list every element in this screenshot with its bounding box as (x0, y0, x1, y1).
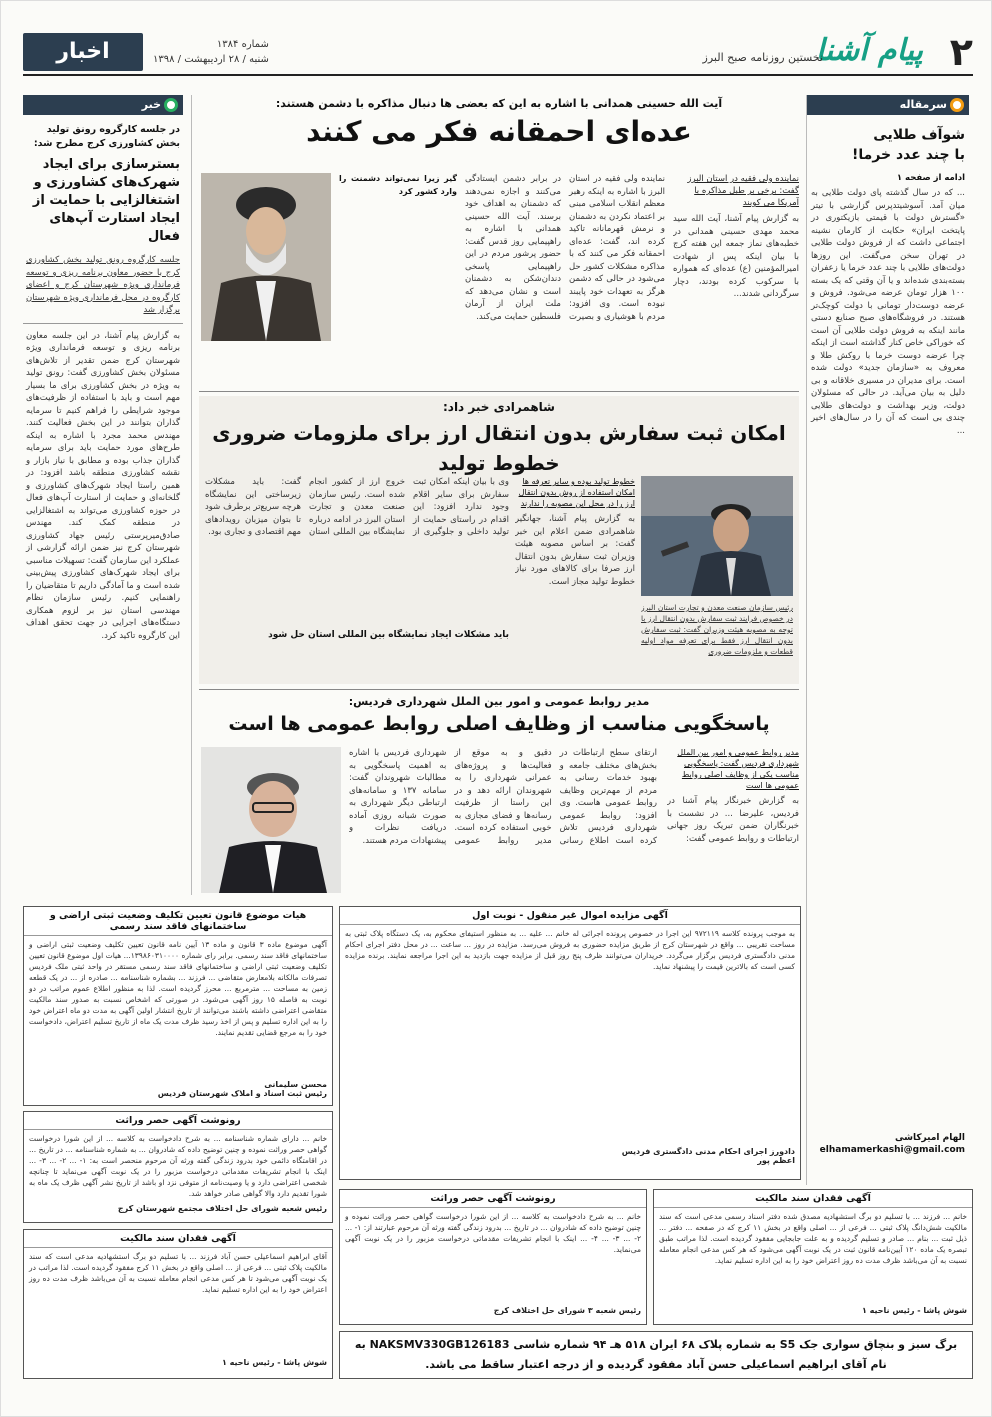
story-three (199, 693, 799, 897)
story2-byline: به گزارش پیام آشنا، جهانگیر شاهمرادی ضمن اعلام این خبر گفت: بر اساس مصوبه هیئت وزیران ثبت سفارش بدون انتقال ارز صرفا برای کالاهای مورد نیاز خطوط تولید مجاز است. (515, 514, 635, 587)
notice-lost-vehicle-docs (339, 1331, 973, 1379)
notice-title: آگهی مزایده اموال غیر منقول - نوبت اول (340, 907, 800, 925)
news-lead: جلسه کارگروه رونق تولید بخش کشاورزی کرج با حضور معاون برنامه ریزی و توسعه فرمانداری ویژه شهرستان کرج و اعضای کارگروه در محل فرمانداری ویژه شهرستان برگزار شد (23, 248, 183, 324)
issue-date: شنبه / ۲۸ اردیبهشت / ۱۳۹۸ (153, 54, 269, 65)
section-label: اخبار (23, 33, 143, 71)
notice-auction (339, 906, 801, 1180)
story2-photo (641, 476, 793, 596)
story3-kicker: مدیر روابط عمومی و امور بین الملل شهرداری فردیس: (348, 695, 650, 708)
lead-story (199, 95, 799, 387)
tagline: نخستین روزنامه صبح البرز (702, 51, 823, 64)
editorial-body (807, 187, 969, 1127)
lead-photo-caption-text: گیر زیرا نمی‌تواند دشمنت را وارد کشور کرد (339, 174, 457, 196)
notice-signature: شوش پاشا - رئیس ناحیه ۱ (221, 1358, 327, 1367)
story3-photo (201, 747, 341, 893)
notice-lost-deed-2 (23, 1229, 333, 1379)
news-header-label: خبر (141, 98, 161, 111)
news-icon (164, 98, 178, 112)
notice-signature: دادورز اجرای احکام مدنی دادگستری فردیس اعظم پور (621, 1147, 795, 1165)
story2-kicker: شاهمرادی خبر داد: (442, 400, 555, 414)
story3-byline: به گزارش خبرنگار پیام آشنا در فردیس، علیرضا ... در نشست با خبرنگاران ضمن تبریک روز جهانی ارتباطات و روابط عمومی گفت: (667, 796, 799, 844)
story2-subhead: باید مشکلات ایجاد نمایشگاه بین المللی استان حل شود (268, 630, 509, 640)
editorial-email: elhamamerkashi@gmail.com (819, 1145, 965, 1155)
story2-photo-caption: رئیس سازمان صنعت معدن و تجارت استان البرز در خصوص فرایند ثبت سفارش بدون انتقال ارز با توجه به مصوبه هیئت وزیران گفت: ثبت سفارش بدون انتقال ارز فقط برای تعرفه مواد اولیه قطعات و ملزومات ضروری (641, 603, 793, 656)
notice-title: آگهی فقدان سند مالکیت (654, 1190, 972, 1208)
notice-title: رونوشت آگهی حصر وراثت (340, 1190, 646, 1208)
notice-text: به موجب پرونده کلاسه ۹۷۲۱۱۹ این اجرا در خصوص پرونده اجرائی له خانم ... علیه ... به منظور استیفای محکوم به، یک دستگاه پلاک ثبتی به مساحت تقریبی ... واقع در شهرستان کرج از طریق مزایده حضوری به فروش می‌رسد. مزایده در روز ... ساعت ... در محل دفتر اجرای احکام مدنی دادگستری فردیس برگزار می‌گردد. خریداران می‌توانند ظرف پنج روز قبل از مزایده جهت بازدید به این اجرا مراجعه نمایند. برنده مزایده کسی است که بالاترین قیمت را پیشنهاد نماید. (345, 929, 795, 971)
issue-meta (153, 37, 269, 67)
newspaper-logo: پیام آشنا (815, 33, 923, 68)
cleric-portrait (201, 173, 331, 341)
lead-photo-caption (339, 173, 457, 383)
news-kicker: در جلسه کارگروه رونق تولید بخش کشاورزی کرج مطرح شد: (33, 124, 180, 149)
notice-text: آگهی موضوع ماده ۳ قانون و ماده ۱۳ آیین نامه قانون تعیین تکلیف وضعیت ثبتی اراضی و ساختمانهای فاقد سند رسمی. برابر رای شماره ۱۳۹۸۶۰۳۱۰۰۰۰... هیات اول موضوع قانون تعیین تکلیف وضعیت ثبتی اراضی و ساختمانهای فاقد سند رسمی مستقر در واحد ثبتی ملک فردیس تصرفات مالکانه بلامعارض متقاضی ... فرزند ... بشماره شناسنامه ... صادره از ... در یک قطعه زمین به مساحت ... مترمربع ... محرز گردیده است. لذا به منظور اطلاع عموم مراتب در دو نوبت به فاصله ۱۵ روز آگهی می‌شود. در صورتی که اشخاص نسبت به صدور سند مالکیت متقاضی اعتراضی داشته باشند می‌توانند از تاریخ انتشار اولین آگهی به مدت دو ماه اعتراض خود را به این اداره تسلیم و پس از اخذ رسید ظرف مدت یک ماه از تاریخ تسلیم اعتراض، دادخواست خود را به مرجع قضایی تقدیم نمایند. (29, 940, 327, 1037)
page-number: ۲ (949, 30, 973, 74)
story2-lead-col (515, 476, 635, 680)
story3-lead-col (667, 747, 799, 893)
lead-caption: نماینده ولی فقیه در استان البرز گفت: برخی بر طبل مذاکره با آمریکا می کوبند (687, 174, 799, 208)
lead-body: نماینده ولی فقیه در استان البرز با اشاره به اینکه رهبر معظم انقلاب اسلامی مبنی بر اعتماد نکردن به دشمنان و نرمش قهرمانانه تاکید کرده اند، گفت: عده‌ای احمقانه فکر می کنند که با مذاکره مشکلات کشور حل می‌شود در حالی که دشمن هرگز به تعهدات خود پایبند نبوده است. وی افزود: مردم با هوشیاری و بصیرت در برابر دشمن ایستادگی می‌کنند و اجازه نمی‌دهند که دشمنان به اهداف خود برسند. آیت الله حسینی همدانی با اشاره به راهپیمایی روز قدس گفت: حضور پرشور مردم در این راهپیمایی پاسخی دندان‌شکن به دشمنان است و نشان می‌دهد که ملت ایران از آرمان فلسطین حمایت می‌کند. (465, 174, 665, 322)
editorial-column (807, 95, 969, 1185)
editorial-icon (950, 98, 964, 112)
notice-lost-deed-1 (653, 1189, 973, 1325)
notice-signature: محسن سلیمانی رئیس ثبت اسناد و املاک شهرستان فردیس (157, 1080, 327, 1098)
notice-title: هیات موضوع قانون تعیین تکلیف وضعیت ثبتی اراضی و ساختمانهای فاقد سند رسمی (24, 907, 332, 936)
notice-text: خانم ... به شرح دادخواست به کلاسه ... از این شورا درخواست گواهی حصر وراثت نموده و چنین توضیح داده که شادروان ... در تاریخ ... بدرود زندگی گفته ورثه آن مرحوم عبارتند از: ۱- ... ۲- ... ۳- ... ۴- ... اینک با انجام تشریفات مقدماتی درخواست مزبور را در یک نوبت آگهی می‌نماید. (345, 1212, 641, 1254)
masthead (23, 31, 973, 76)
story2-body: وی با بیان اینکه امکان ثبت سفارش برای سایر اقلام وجود ندارد افزود: این اقدام در راستای حمایت از تولید داخلی و جلوگیری از خروج ارز از کشور انجام شده است. رئیس سازمان صنعت معدن و تجارت استان البرز در ادامه درباره نمایشگاه بین المللی استان گفت: باید مشکلات زیرساختی این نمایشگاه هرچه سریع‌تر برطرف شود تا بتوان میزبان رویدادهای مهم اقتصادی و تجاری بود. (205, 477, 509, 537)
notice-signature: شوش پاشا - رئیس ناحیه ۱ (861, 1306, 967, 1315)
editorial-continued: ادامه از صفحه ۱ (896, 173, 965, 183)
lead-photo (201, 173, 331, 341)
notice-text: آقای ابراهیم اسماعیلی حسن آباد فرزند ... با تسلیم دو برگ استشهادیه مدعی است که سند مالکیت پلاک ثبتی ... فرعی از ... اصلی واقع در بخش ۱۱ کرج مفقود گردیده است. لذا مراتب در یک نوبت آگهی می‌شود تا هر کس مدعی انجام معامله نسبت به آن می‌باشد ظرف مدت ده روز اعتراض خود را به این اداره تسلیم نماید. (29, 1252, 327, 1294)
vehicle-notice-text: برگ سبز و بنچاق سواری جک S5 به شماره پلاک ۶۸ ایران ۵۱۸ هـ ۹۴ شماره شاسی NAKSMV330GB126183 به نام آقای ابراهیم اسماعیلی حسن آباد مفقود گردیده و از درجه اعتبار ساقط می باشد. (354, 1338, 958, 1371)
story-two (199, 396, 799, 684)
story3-headline: پاسخگویی مناسب از وظایف اصلی روابط عمومی ها است (228, 713, 770, 735)
story2-body-col (205, 476, 509, 680)
column-rule (806, 95, 807, 1185)
story2-headline: امکان ثبت سفارش بدون انتقال ارز برای ملزومات ضروری خطوط تولید (212, 421, 786, 475)
notice-text: خانم ... دارای شماره شناسنامه ... به شرح دادخواست به کلاسه ... از این شورا درخواست گواهی حصر وراثت نموده و چنین توضیح داده که شادروان ... به شماره شناسنامه ... در تاریخ ... در اقامتگاه دائمی خود بدرود زندگی گفته ورثه آن مرحوم منحصر است به: ۱- ... ۲- ... ۳- ... اینک با انجام تشریفات مقدماتی درخواست مزبور را در یک نوبت آگهی می‌نماید تا چنانچه شخصی اعتراضی دارد و یا وصیت‌نامه از متوفی نزد او باشد از تاریخ نشر آگهی ظرف یک ماه به شورا تقدیم دارد والا گواهی صادر خواهد شد. (29, 1134, 327, 1198)
editorial-title: شوآف طلایی با چند عدد خرما! (852, 127, 965, 163)
lead-headline: عده‌ای احمقانه فکر می کنند (306, 115, 692, 148)
notice-land-registry (23, 906, 333, 1106)
manager-portrait (201, 747, 341, 893)
story3-body: ارتقای سطح ارتباطات در بخش‌های مختلف جامعه و بهبود خدمات رسانی به مردم از مهم‌ترین وظایف روابط عمومی هاست. وی افزود: روابط عمومی شهرداری فردیس تلاش کرده است اطلاع رسانی دقیق و به موقع از فعالیت‌ها و پروژه‌های عمرانی شهرداری را به شهروندان ارائه دهد و در این راستا از ظرفیت رسانه‌ها و فضای مجازی به خوبی استفاده کرده است. مدیر روابط عمومی شهرداری فردیس با اشاره به اهمیت پاسخگویی به مطالبات شهروندان گفت: سامانه ۱۳۷ و سامانه‌های ارتباطی دیگر شهرداری به صورت شبانه روزی آماده دریافت نظرات و پیشنهادات مردم هستند. (349, 748, 657, 846)
editorial-author: الهام امیرکاشی (894, 1133, 965, 1143)
lead-byline: به گزارش پیام آشنا، آیت الله سید محمد مهدی حسینی همدانی در خطبه‌های نماز جمعه این هفته کرج با بیان اینکه پس از شهادت امیرالمؤمنین (ع) عده‌ای که همواره با سرکوب کرده بودند، دچار سرگردانی شدند... (673, 214, 799, 299)
notice-inheritance-2 (339, 1189, 647, 1325)
lead-lead-col (673, 173, 799, 383)
notice-signature: رئیس شعبه شورای حل اختلاف مجتمع شهرستان کرج (117, 1204, 327, 1213)
notice-title: رونوشت آگهی حصر وراثت (24, 1112, 332, 1130)
official-portrait (641, 476, 793, 596)
editorial-header-label: سرمقاله (899, 98, 947, 111)
editorial-header (807, 95, 969, 115)
lead-kicker: آیت الله حسینی همدانی با اشاره به این که بعضی ها دنبال مذاکره با دشمن هستند: (275, 97, 723, 110)
section-rule (199, 689, 799, 690)
notice-inheritance-1 (23, 1111, 333, 1223)
editorial-text: ... که در سال گذشته پای دولت طلایی به میان آمد. آسوشیتدپرس گزارشی با تیتر «گسترش دولت با قیمتی بازیکتوری در پایتخت ایران» حکایت از کارمان نشینه اجتماعی داشت که از فروش دولت طلایی در تهران سخن می‌گفت. این روزها دولت‌های طلایی با چند عدد خرما یا زعفران بسته‌بندی شده‌اند و یا آن وقتی که یک بسته ۱۰۰ هزار تومان عرضه می‌شود. فروش و عرضه دوست‌دار تومانی با دولت کوچک‌تر هستند. در فروشگاه‌های صبح صنایع دستی مانند اینکه به فروش دولت طلایی آن است که خوراکی خاص کنار گذاشته است از اینکه چرا عرضه دوست خرما با روکش طلا و معروف به «سازمان جدید» دولت شده است. برای مدیران در مسیری خلاقانه و بی دلیل به بیان می‌آید. در حالی که مسئولان دولت، وزیر بهداشت و دولت‌های طلایی چندی بی است که آن را در سال‌های اخیر ... (811, 188, 965, 436)
notice-text: خانم ... فرزند ... با تسلیم دو برگ استشهادیه مصدق شده دفتر اسناد رسمی مدعی است که سند مالکیت شش‌دانگ پلاک ثبتی ... فرعی از ... اصلی واقع در بخش ۱۱ کرج که در صفحه ... دفتر ... ذیل ثبت ... بنام ... صادر و تسلیم گردیده و به علت جابجایی مفقود گردیده است. لذا مراتب طبق تبصره یک ماده ۱۲۰ آیین‌نامه قانون ثبت در یک نوبت آگهی می‌شود که هر کس مدعی انجام معامله نسبت به آن می‌باشد ظرف مدت ده روز اعتراض خود را به این اداره تسلیم نماید. (659, 1212, 968, 1265)
notice-title: آگهی فقدان سند مالکیت (24, 1230, 332, 1248)
story3-sub: مدیر روابط عمومی و امور بین الملل شهرداری فردیس گفت: پاسخگویی مناسب یکی از وظایف اصلی روابط عمومی ها است (677, 748, 799, 790)
news-body: به گزارش پیام آشنا، در این جلسه معاون برنامه ریزی و توسعه فرمانداری ویژه شهرستان کرج ضمن تقدیر از تلاش‌های مسئولان بخش کشاورزی گفت: رونق تولید به ویژه در بخش کشاورزی برای ما بسیار مهم است و باید با استفاده از ظرفیت‌های موجود شرایطی را فراهم کنیم تا سرمایه گذاران بتوانند در این بخش فعالیت کنند. مهندس محمد مجرد با اشاره به اینکه طرح‌های مورد حمایت باید برای سرمایه گذاران جذاب بوده و مطابق با نیاز بازار و نقشه کشاورزی منطقه باشد افزود: در همین راستا ایجاد شهرک‌های کشاورزی و گلخانه‌ای و حمایت از استارت آپ‌های فعال در حوزه کشاورزی می‌تواند به اشتغالزایی در منطقه کمک کند. مهندس صادق‌میرپرستی رئیس جهاد کشاورزی شهرستان کرج نیز ضمن ارائه گزارشی از عملکرد این سازمان گفت: تسهیلات مناسبی برای ایجاد شهرک‌های کشاورزی پیش‌بینی شده است و ما آمادگی داریم تا متقاضیان را راهنمایی کنیم. رئیس سازمان نظام مهندسی استان نیز بر لزوم همکاری دستگاه‌های اجرایی در جهت تحقق اهداف این کارگروه تاکید کرد. (26, 330, 180, 641)
news-headline: بسترسازی برای ایجاد شهرک‌های کشاورزی و اشتغالزایی با حمایت از ایجاد استارت آپ‌های فعال (32, 157, 180, 244)
section-rule (199, 391, 799, 392)
column-rule (191, 95, 192, 895)
news-header (23, 95, 183, 115)
issue-number: شماره ۱۳۸۴ (216, 39, 269, 50)
news-column (23, 95, 183, 895)
notice-signature: رئیس شعبه ۳ شورای حل اختلاف کرج (493, 1306, 641, 1315)
story2-sub: خطوط تولید بوده و سایر تعرفه ها امکان استفاده از روش بدون انتقال ارز را در محل این مصوبه را ندارند (518, 477, 635, 508)
